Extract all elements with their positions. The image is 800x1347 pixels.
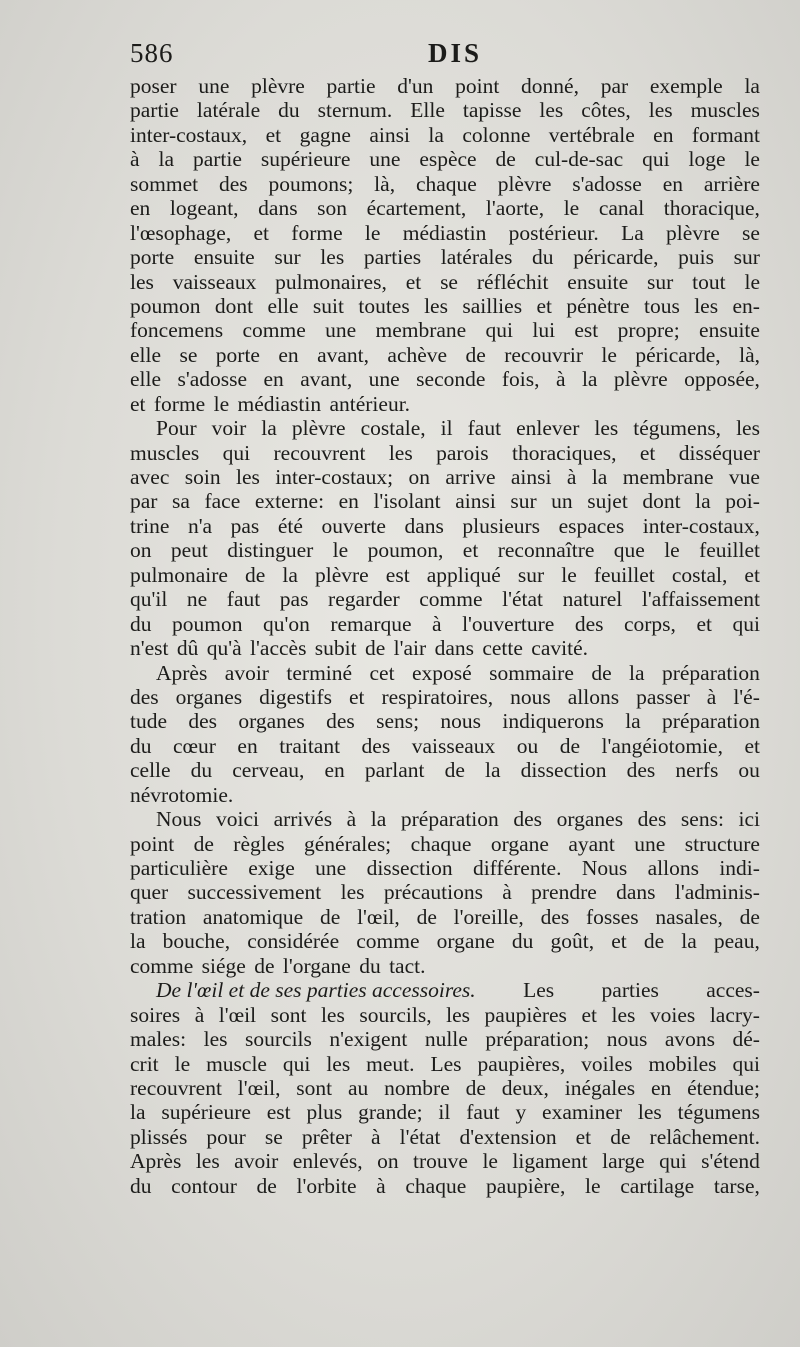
body-text — [130, 74, 760, 1198]
text-line: la bouche, considérée comme organe du goût, et de la peau, — [130, 929, 760, 954]
section-heading-italic: De l'œil et de ses parties accessoires. — [156, 978, 476, 1003]
text-line: crit le muscle qui les meut. Les paupières, voiles mobiles qui — [130, 1051, 760, 1076]
text-line: trine n'a pas été ouverte dans plusieurs espaces inter-costaux, — [130, 513, 760, 538]
text-line: on peut distinguer le poumon, et reconnaître que le feuillet — [130, 538, 760, 563]
text-line: poumon dont elle suit toutes les saillies et pénètre tous les en- — [130, 293, 760, 318]
text-line: l'œsophage, et forme le médiastin postérieur. La plèvre se — [130, 220, 760, 245]
text-line: des organes digestifs et respiratoires, nous allons passer à l'é- — [130, 684, 760, 709]
text-line: les vaisseaux pulmonaires, et se réfléchit ensuite sur tout le — [130, 269, 760, 294]
text-line: poser une plèvre partie d'un point donné, par exemple la — [130, 74, 760, 98]
running-head-word: DIS — [428, 38, 483, 68]
text-line: recouvrent l'œil, sont au nombre de deux, inégales en étendue; — [130, 1075, 760, 1100]
text-line: Après les avoir enlevés, on trouve le ligament large qui s'étend — [130, 1149, 760, 1174]
text-line: elle se porte en avant, achève de recouvrir le péricarde, là, — [130, 342, 760, 367]
text-line: sommet des poumons; là, chaque plèvre s'adosse en arrière — [130, 171, 760, 196]
text-line: névrotomie. — [130, 782, 234, 807]
text-line: partie latérale du sternum. Elle tapisse les côtes, les muscles — [130, 98, 760, 123]
text-line: du contour de l'orbite à chaque paupière, le cartilage tarse, — [130, 1173, 760, 1198]
text-line: De l'œil et de ses parties accessoires. Les parties acces- — [156, 978, 760, 1003]
text-line: à la partie supérieure une espèce de cul-de-sac qui loge le — [130, 147, 760, 172]
text-line: inter-costaux, et gagne ainsi la colonne vertébrale en formant — [130, 122, 760, 147]
text-line: elle s'adosse en avant, une seconde fois, à la plèvre opposée, — [130, 367, 760, 392]
text-line: avec soin les inter-costaux; on arrive ainsi à la membrane vue — [130, 465, 760, 489]
text-line: et forme le médiastin antérieur. — [130, 391, 411, 416]
text-line: par sa face externe: en l'isolant ainsi sur un sujet dont la poi- — [130, 489, 760, 514]
page-number: 586 — [130, 38, 174, 68]
text-line: quer successivement les précautions à prendre dans l'adminis- — [130, 880, 760, 905]
text-line: celle du cerveau, en parlant de la dissection des nerfs ou — [130, 758, 760, 783]
text-line: foncemens comme une membrane qui lui est propre; ensuite — [130, 318, 760, 343]
text-line: Nous voici arrivés à la préparation des organes des sens: ici — [156, 807, 760, 832]
running-head — [130, 38, 760, 78]
text-line: la supérieure est plus grande; il faut y examiner les tégumens — [130, 1100, 760, 1125]
text-line: tude des organes des sens; nous indiquerons la préparation — [130, 709, 760, 734]
text-line: plissés pour se prêter à l'état d'extension et de relâchement. — [130, 1124, 760, 1149]
text-line: porte ensuite sur les parties latérales du péricarde, puis sur — [130, 245, 760, 270]
text-line: soires à l'œil sont les sourcils, les paupières et les voies lacry- — [130, 1002, 760, 1027]
text-line: point de règles générales; chaque organe ayant une structure — [130, 831, 760, 856]
text-line: qu'il ne faut pas regarder comme l'état naturel l'affaissement — [130, 587, 760, 612]
text-line: muscles qui recouvrent les parois thoraciques, et disséquer — [130, 440, 760, 465]
text-line: Après avoir terminé cet exposé sommaire de la préparation — [156, 660, 760, 685]
text-line: du cœur en traitant des vaisseaux ou de l'angéiotomie, et — [130, 733, 760, 758]
text-line: Pour voir la plèvre costale, il faut enlever les tégumens, les — [156, 416, 760, 441]
text-line: comme siége de l'organe du tact. — [130, 953, 426, 978]
text-line: du poumon qu'on remarque à l'ouverture des corps, et qui — [130, 611, 760, 636]
text-line: tration anatomique de l'œil, de l'oreille, des fosses nasales, de — [130, 904, 760, 929]
text-line: males: les sourcils n'exigent nulle préparation; nous avons dé- — [130, 1027, 760, 1052]
text-line: particulière exige une dissection différente. Nous allons indi- — [130, 856, 760, 880]
text-line: pulmonaire de la plèvre est appliqué sur le feuillet costal, et — [130, 562, 760, 587]
text-line: en logeant, dans son écartement, l'aorte, le canal thoracique, — [130, 196, 760, 221]
text-line: n'est dû qu'à l'accès subit de l'air dans cette cavité. — [130, 636, 588, 661]
